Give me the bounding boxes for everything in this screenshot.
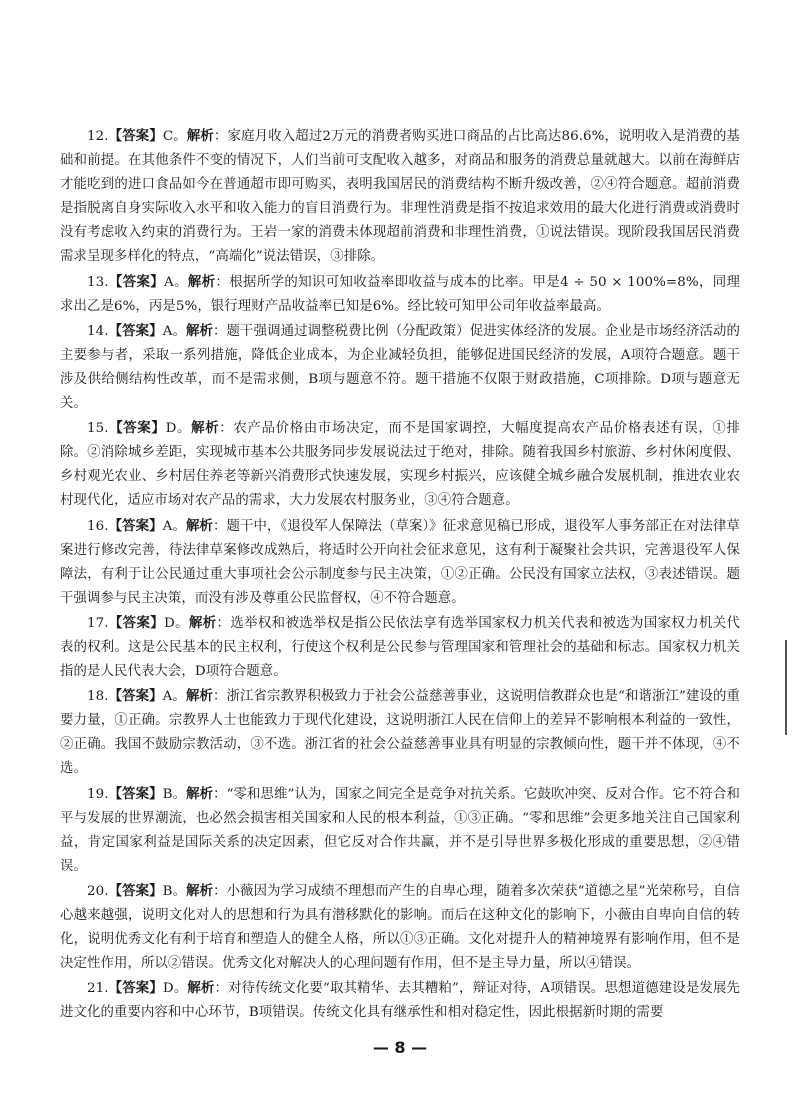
explanation-label: 解析: [187, 980, 215, 997]
answer-tag: 【答案】: [108, 980, 163, 997]
answer-tag: 【答案】: [108, 517, 163, 534]
question-number: 14.: [87, 323, 109, 339]
explanation-label: 解析: [187, 273, 216, 290]
answer-tag: 【答案】: [108, 273, 165, 290]
answer-tag: 【答案】: [108, 128, 163, 144]
explanation-label: 解析: [186, 785, 214, 802]
answer-choice: B。: [162, 786, 187, 802]
answer-tag: 【答案】: [108, 322, 163, 339]
explanation-text: ：农产品价格由市场决定，而不是国家调控，大幅度提高农产品价格表述有误，①排除。②消除城乡差距，实现城市基本公共服务同步发展说法过于绝对，排除。随着我国乡村旅游、乡村休闲度假、乡村观光农业、乡村居住养老等新兴消费形式快速发展，实现乡村振兴，应该健全城乡融合发展机制，推进农业农村现代化，适应市场对农产品的需求，大力发展农村服务业，③④符合题意。: [60, 421, 741, 509]
answer-tag: 【答案】: [108, 688, 163, 705]
explanation-text: ：家庭月收入超过2万元的消费者购买进口商品的占比高达86.6%，说明收入是消费的基础和前提。在其他条件不变的情况下，人们当前可支配收入越多，对商品和服务的消费总量就越大。以前在海鲜店才能吃到的进口食品如今在普通超市即可购买，表明我国居民的消费结构不断升级改善，②④符合题意。超前消费是指脱离自身实际收入水平和收入能力的盲目消费行为。非理性消费是指不按追求效用的最大化进行消费或消费时没有考虑收入约束的消费行为。王岩一家的消费未体现超前消费和非理性消费，①说法错误。现阶段我国居民消费需求呈现多样化的特点，“高端化”说法错误，③排除。: [60, 129, 741, 265]
explanation-label: 解析: [191, 420, 220, 437]
explanation-text: ：小薇因为学习成绩不理想而产生的自卑心理，随着多次荣获“道德之星”光荣称号，自信心越来越强，说明文化对人的思想和行为具有潜移默化的影响。而后在这种文化的影响下，小薇由自卑向自信的转化，说明优秀文化有利于培育和塑造人的健全人格，所以①③正确。文化对提升人的精神境界有影响作用，但不是决定性作用，所以②错误。优秀文化对解决人的心理问题有作用，但不是主导力量，所以④错误。: [60, 883, 740, 972]
answer-item-17: [60, 611, 740, 684]
answer-choice: A。: [162, 689, 186, 705]
answer-tag: 【答案】: [108, 420, 166, 437]
question-number: 13.: [87, 274, 109, 290]
explanation-label: 解析: [186, 128, 214, 144]
explanation-text: ：题干中，《退役军人保障法（草案）》征求意见稿已形成，退役军人事务部正在对法律草案进行修改完善，待法律草案修改成熟后，将适时公开向社会征求意见，这有利于凝聚社会共识，完善退役军人保障法，有利于让公民通过重大事项社会公示制度参与民主决策，①②正确。公民没有国家立法权，③表述错误。题干强调参与民主决策，而没有涉及尊重公民监督权，④不符合题意。: [60, 518, 740, 606]
answer-choice: A。: [164, 274, 188, 290]
answer-choice: D。: [162, 981, 188, 997]
page-number: — 8 —: [372, 1038, 428, 1057]
answer-item-21: [60, 976, 740, 1025]
explanation-text: ：题干强调通过调整税费比例（分配政策）促进实体经济的发展。企业是市场经济活动的主要参与者，采取一系列措施，降低企业成本，为企业减轻负担，能够促进国民经济的发展，A项符合题意。题干涉及供给侧结构性改革，而不是需求侧，B项与题意不符。题干措施不仅限于财政措施，C项排除。D项与题意无关。: [60, 323, 740, 412]
scan-artifact-line: [785, 640, 787, 735]
question-number: 12.: [87, 129, 109, 144]
answer-item-12: [60, 124, 740, 270]
answer-item-19: [60, 782, 740, 879]
answer-tag: 【答案】: [108, 882, 163, 899]
explanation-text: ：选举权和被选举权是指公民依法享有选举国家权力机关代表和被选为国家权力机关代表的权利。这是公民基本的民主权利，行使这个权利是公民参与管理国家和管理社会的基础和标志。国家权力机关指的是人民代表大会，D项符合题意。: [60, 615, 741, 680]
answer-item-20: [60, 879, 740, 976]
explanation-label: 解析: [185, 688, 213, 705]
question-number: 20.: [87, 883, 109, 899]
answer-choice: D。: [165, 421, 192, 437]
answer-choice: A。: [162, 518, 186, 534]
answer-tag: 【答案】: [108, 614, 165, 631]
explanation-label: 解析: [186, 882, 214, 899]
explanation-label: 解析: [185, 517, 214, 534]
answer-item-13: [60, 270, 740, 319]
question-number: 19.: [87, 786, 109, 802]
answer-choice: A。: [162, 323, 186, 339]
answer-item-18: [60, 684, 740, 781]
answer-item-15: [60, 416, 740, 513]
answer-item-14: [60, 319, 740, 416]
question-number: 16.: [87, 518, 109, 534]
explanation-text: ：对待传统文化要“取其精华、去其糟粕”，辩证对待，A项错误。思想道德建设是发展先进文化的重要内容和中心环节，B项错误。传统文化具有继承性和相对稳定性，因此根据新时期的需要: [60, 981, 741, 1021]
answer-choice: D。: [164, 615, 189, 631]
explanation-label: 解析: [186, 322, 214, 339]
answer-item-16: [60, 514, 740, 611]
answer-tag: 【答案】: [108, 785, 163, 802]
question-number: 17.: [87, 615, 109, 631]
question-number: 21.: [87, 981, 109, 997]
answer-choice: B。: [162, 883, 187, 899]
answer-list: [60, 124, 740, 1025]
explanation-label: 解析: [188, 614, 217, 631]
explanation-text: ：根据所学的知识可知收益率即收益与成本的比率。甲是4 ÷ 50 × 100%=8%，同理求出乙是6%，丙是5%，银行理财产品收益率已知是6%。经比较可知甲公司年收益率最高。: [60, 274, 741, 314]
question-number: 18.: [87, 689, 109, 705]
answer-choice: C。: [162, 129, 187, 144]
question-number: 15.: [87, 421, 109, 437]
explanation-text: ：浙江省宗教界积极致力于社会公益慈善事业，这说明信教群众也是“和谐浙江”建设的重要力量，①正确。宗教界人士也能致力于现代化建设，这说明浙江人民在信仰上的差异不影响根本利益的一致性，②正确。我国不鼓励宗教活动，③不选。浙江省的社会公益慈善事业具有明显的宗教倾向性，题干并不体现，④不选。: [60, 689, 740, 777]
explanation-text: ：“零和思维”认为，国家之间完全是竞争对抗关系。它鼓吹冲突、反对合作。它不符合和平与发展的世界潮流，也必然会损害相关国家和人民的根本利益，①③正确。“零和思维”会更多地关注自己国家利益，肯定国家利益是国际关系的决定因素，但它反对合作共赢，并不是引导世界多极化形成的重要思想，②④错误。: [60, 786, 740, 874]
